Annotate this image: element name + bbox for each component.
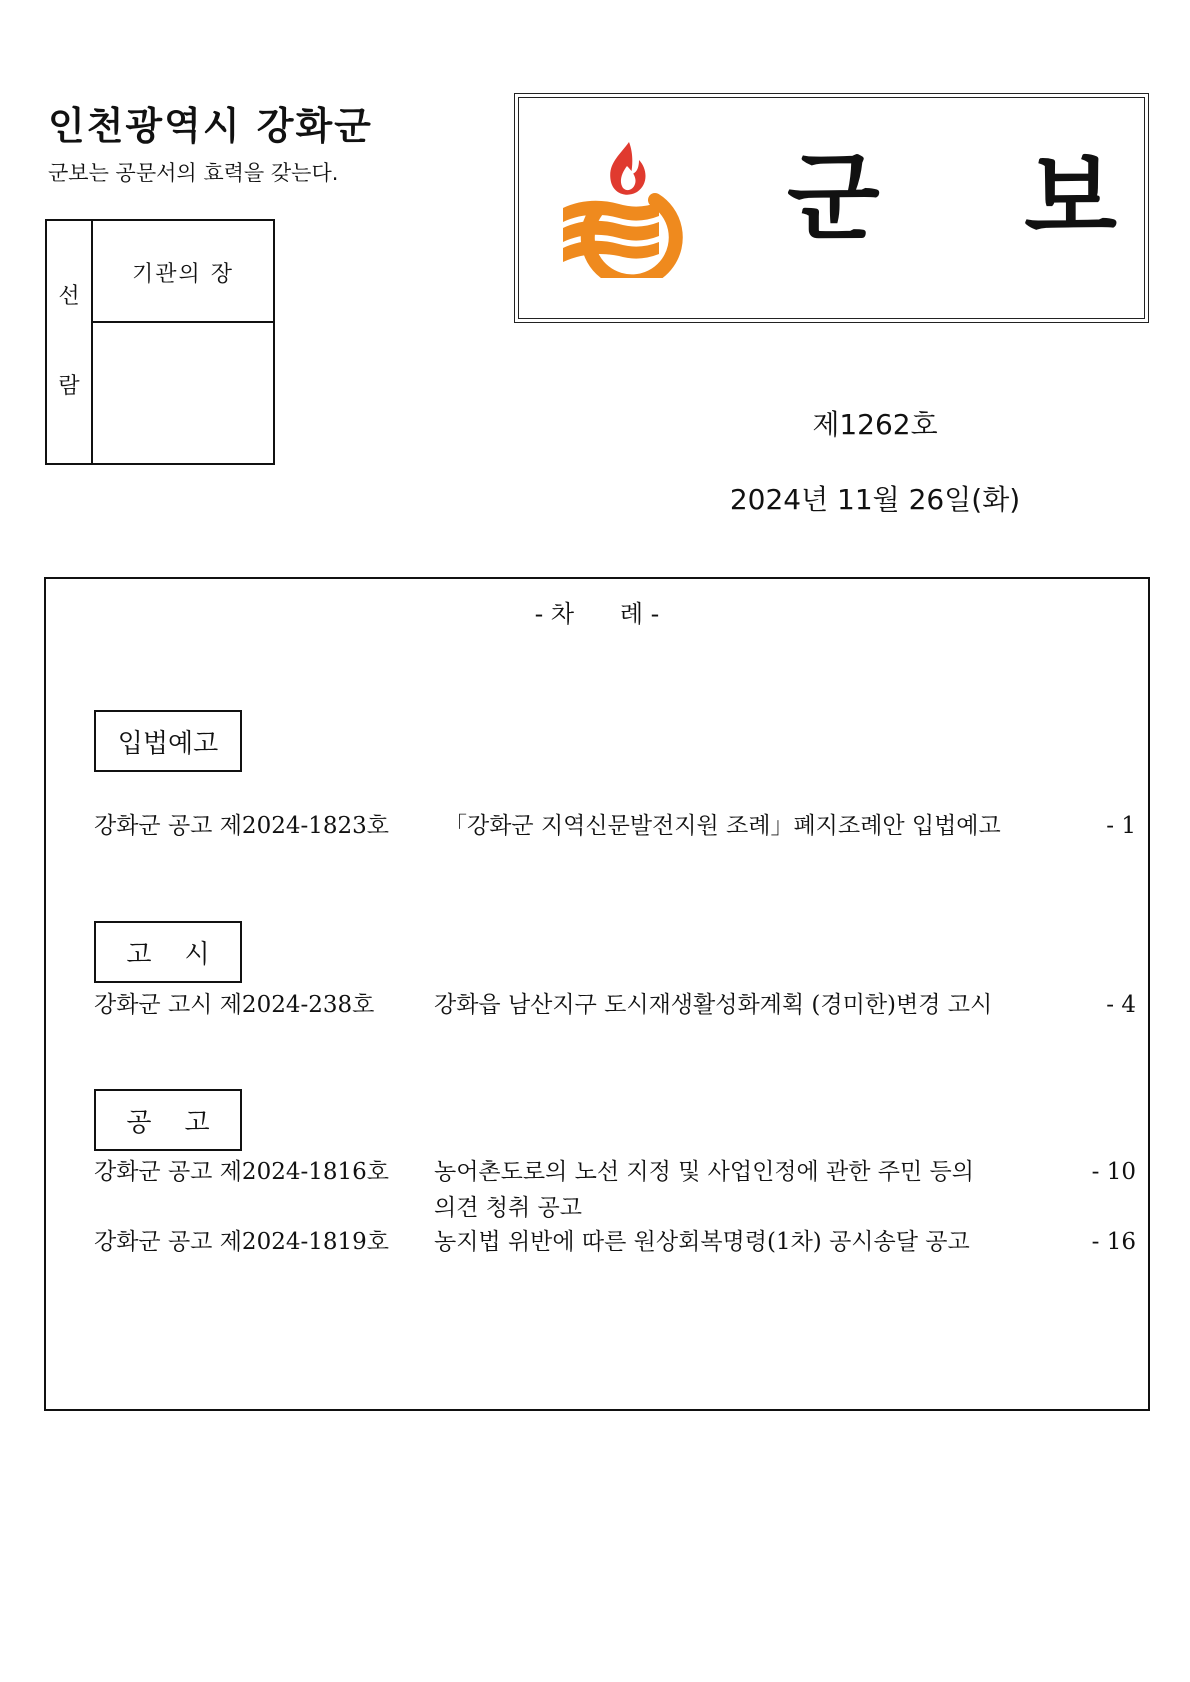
toc-title: - 차 례 - bbox=[534, 600, 660, 628]
table-of-contents bbox=[44, 577, 1150, 1411]
approval-side-char-2: 람 bbox=[58, 374, 80, 399]
masthead bbox=[514, 93, 1149, 323]
issue-number: 제1262호 bbox=[812, 408, 938, 441]
organization-name: 인천광역시 강화군 bbox=[48, 104, 373, 148]
toc-entry-page: - 4 bbox=[1106, 992, 1136, 1018]
masthead-title-char-1: 군 bbox=[787, 142, 880, 254]
gangwha-county-emblem-icon bbox=[559, 138, 689, 278]
approval-side-char-1: 선 bbox=[58, 284, 80, 309]
toc-entry-source: 강화군 공고 제2024-1823호 bbox=[94, 813, 389, 839]
approval-head-label: 기관의 장 bbox=[93, 221, 273, 323]
section-label-legislative-notice: 입법예고 bbox=[94, 710, 242, 772]
toc-entry-title-cont: 의견 청취 공고 bbox=[434, 1195, 582, 1221]
toc-entry-title: 「강화군 지역신문발전지원 조례」폐지조례안 입법예고 bbox=[444, 813, 1001, 839]
section-label-announcement-gosi: 고 시 bbox=[94, 921, 242, 983]
toc-entry-source: 강화군 고시 제2024-238호 bbox=[94, 992, 375, 1018]
toc-entry-title: 농지법 위반에 따른 원상회복명령(1차) 공시송달 공고 bbox=[434, 1229, 970, 1255]
toc-entry-source: 강화군 공고 제2024-1819호 bbox=[94, 1229, 389, 1255]
toc-entry-source: 강화군 공고 제2024-1816호 bbox=[94, 1159, 389, 1185]
masthead-title bbox=[787, 142, 1117, 254]
issue-date: 2024년 11월 26일(화) bbox=[729, 483, 1021, 516]
organization-subtitle: 군보는 공문서의 효력을 갖는다. bbox=[48, 161, 339, 185]
toc-entry-page: - 10 bbox=[1091, 1159, 1136, 1185]
approval-box bbox=[45, 219, 275, 465]
toc-entry-title: 농어촌도로의 노선 지정 및 사업인정에 관한 주민 등의 bbox=[434, 1159, 974, 1185]
toc-entry-title: 강화읍 남산지구 도시재생활성화계획 (경미한)변경 고시 bbox=[434, 992, 993, 1018]
masthead-title-char-2: 보 bbox=[1024, 142, 1117, 254]
masthead-inner-frame bbox=[518, 97, 1145, 319]
toc-entry-page: - 16 bbox=[1091, 1229, 1136, 1255]
section-label-public-notice: 공 고 bbox=[94, 1089, 242, 1151]
approval-side-label bbox=[47, 221, 93, 463]
toc-entry-page: - 1 bbox=[1106, 813, 1136, 839]
